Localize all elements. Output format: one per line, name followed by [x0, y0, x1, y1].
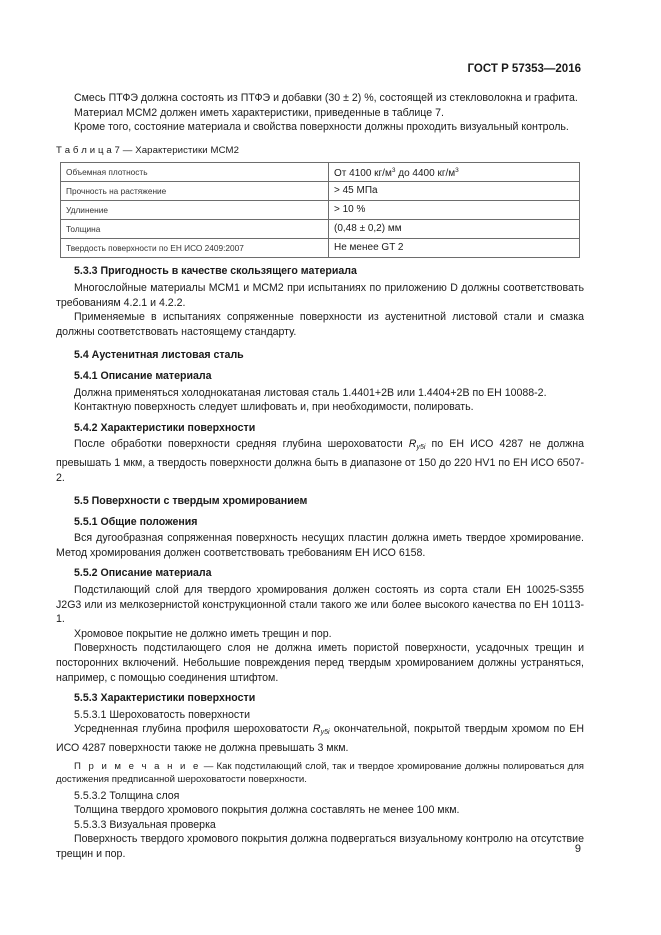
table-cell-label: Твердость поверхности по ЕН ИСО 2409:2007 — [61, 239, 329, 258]
heading-5-4-1: 5.4.1 Описание материала — [74, 369, 212, 382]
table-cell-label: Толщина — [61, 220, 329, 239]
heading-5-3-3: 5.3.3 Пригодность в качестве скользящего материала — [74, 265, 357, 278]
text-run: окончательной, покрытой твердым хромом по ЕН ИСО 4287 поверхности также не должна превышать 3 мкм. — [56, 723, 584, 754]
density-from-exponent: 3 — [391, 166, 396, 174]
paragraph-visual-control: Кроме того, состояние материала и свойства поверхности должны проходить визуальный контроль. — [74, 121, 569, 134]
paragraph-roughness — [56, 437, 584, 485]
heading-5-5-1: 5.5.1 Общие положения — [74, 515, 198, 528]
paragraph: Хромовое покрытие не должно иметь трещин и пор. — [74, 627, 332, 640]
paragraph: Применяемые в испытаниях сопряженные поверхности из аустенитной листовой стали и смазка должны соответствовать настоящему стандарту. — [56, 311, 584, 338]
density-from: От 4100 кг/м — [334, 167, 392, 179]
paragraph: Многослойные материалы МСМ1 и МСМ2 при испытаниях по приложению D должны соответствовать требованиям 4.2.1 и 4.2.2. — [56, 281, 584, 309]
roughness-symbol: R — [312, 723, 321, 736]
heading-5-4: 5.4 Аустенитная листовая сталь — [74, 349, 244, 362]
table-row — [61, 201, 580, 220]
document-body — [56, 91, 584, 862]
heading-5-5: 5.5 Поверхности с твердым хромированием — [74, 495, 308, 508]
paragraph: Контактную поверхность следует шлифовать и, при необходимости, полировать. — [74, 401, 474, 414]
heading-5-4-2: 5.4.2 Характеристики поверхности — [74, 421, 256, 434]
paragraph-ptfe-mix: Смесь ПТФЭ должна состоять из ПТФЭ и добавки (30 ± 2) %, состоящей из стекловолокна и графита. — [74, 92, 578, 104]
table-row — [61, 163, 580, 182]
note-text: — Как подстилающий слой, так и твердое хромирование должны полироваться для достижения предписанной шероховатости поверхности. — [56, 760, 584, 785]
page-number: 9 — [574, 843, 581, 855]
table-cell-value: > 45 МПа — [329, 182, 580, 201]
table-caption-title: 7 — Характеристики МСМ2 — [111, 144, 240, 156]
table-row — [61, 182, 580, 201]
paragraph: Подстилающий слой для твердого хромирования должен состоять из сорта стали ЕН 10025-S355 J2G3 или из мелкозернистой конструкционной стали такого же или более высокого качества по ЕН 10113-1. — [56, 584, 584, 626]
paragraph: Толщина твердого хромового покрытия должна составлять не менее 100 мкм. — [74, 804, 460, 817]
text-run: Усредненная глубина профиля шероховатости — [74, 723, 313, 736]
paragraph: Поверхность твердого хромового покрытия должна подвергаться визуальному контролю на отсутствие трещин и пор. — [56, 833, 584, 860]
table-cell-value — [329, 163, 580, 182]
paragraph-msm2-characteristics: Материал МСМ2 должен иметь характеристики, приведенные в таблице 7. — [74, 106, 444, 119]
table-caption — [56, 144, 584, 159]
note — [56, 760, 584, 786]
paragraph: Вся дугообразная сопряженная поверхность несущих пластин должна иметь твердое хромирование. Метод хромирования должен соответствовать требованиям ЕН ИСО 6158. — [56, 532, 584, 559]
subheading-5-5-3-1: 5.5.3.1 Шероховатость поверхности — [74, 708, 250, 721]
paragraph-chrome-roughness — [56, 722, 584, 755]
table-row — [61, 239, 580, 258]
roughness-subscript: y5i — [416, 444, 426, 452]
note-label: П р и м е ч а н и е — [74, 760, 201, 772]
document-header: ГОСТ Р 57353—2016 — [467, 63, 581, 75]
paragraph: Должна применяться холоднокатаная листовая сталь 1.4401+2В или 1.4404+2В по ЕН 10088-2. — [74, 386, 547, 399]
paragraph: Поверхность подстилающего слоя не должна иметь пористой поверхности, усадочных трещин и посторонних включений. Небольшие повреждения перед твердым хромированием должны устраняться, например, с помощью соединения штифтом. — [56, 642, 584, 684]
table-caption-prefix: Т а б л и ц а — [56, 144, 112, 156]
table-msm2-characteristics — [60, 162, 580, 258]
subheading-5-5-3-3: 5.5.3.3 Визуальная проверка — [74, 818, 216, 831]
text-run: по ЕН ИСО 4287 не должна превышать 1 мкм, а твердость поверхности должна быть в диапазоне от 150 до 220 HV1 по ЕН ИСО 6507-2. — [56, 438, 584, 484]
density-to: до 4400 кг/м — [395, 167, 456, 179]
heading-5-5-3: 5.5.3 Характеристики поверхности — [74, 692, 256, 705]
text-run: После обработки поверхности средняя глубина шероховатости — [74, 438, 409, 451]
table-cell-label: Удлинение — [61, 201, 329, 220]
table-row — [61, 220, 580, 239]
table-cell-value: (0,48 ± 0,2) мм — [329, 220, 580, 239]
table-cell-label: Объемная плотность — [61, 163, 329, 182]
table-cell-value: Не менее GT 2 — [329, 239, 580, 258]
roughness-subscript: y5i — [320, 729, 330, 737]
table-cell-label: Прочность на растяжение — [61, 182, 329, 201]
heading-5-5-2: 5.5.2 Описание материала — [74, 567, 212, 580]
subheading-5-5-3-2: 5.5.3.2 Толщина слоя — [74, 789, 180, 802]
density-to-exponent: 3 — [455, 166, 459, 174]
table-cell-value: > 10 % — [329, 201, 580, 220]
roughness-symbol: R — [408, 438, 417, 451]
